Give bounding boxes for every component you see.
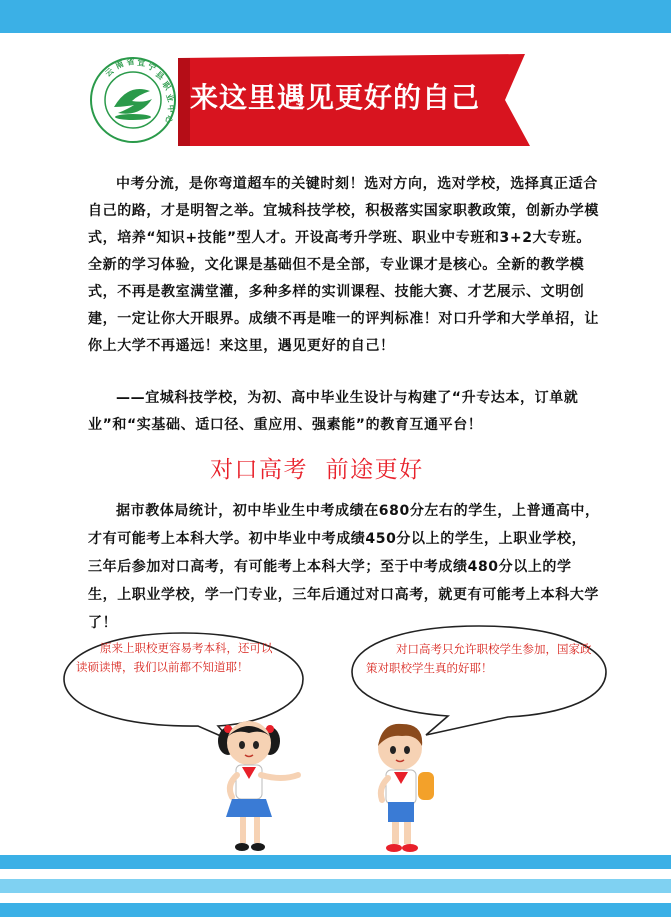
svg-text:云: 云: [103, 66, 116, 79]
section-paragraph: 据市教体局统计，初中毕业生中考成绩在680分左右的学生，上普通高中，才有可能考上本科大学。初中毕业中考成绩450分以上的学生，上职业学校，三年后参加对口高考，有可能考上本科大学；至于中考成绩480分以上的学生，上职业学校，学一门专业，三年后通过对口高考，就更有可能考上本科大学了！: [88, 503, 600, 631]
intro-slogan: ——宜城科技学校，为初、高中毕业生设计与构建了“升专达本，订单就业”和“实基础、适口径、重应用、强素能”的教育互通平台！: [88, 390, 579, 433]
boy-character-illustration: [370, 718, 440, 856]
page-title: 来这里遇见更好的自己: [190, 81, 481, 114]
svg-text:宁: 宁: [146, 61, 158, 74]
svg-text:南: 南: [114, 59, 126, 71]
boy-speech-text: 对口高考只允许职校学生参加，国家政策对职校学生真的好耶！: [366, 642, 592, 675]
intro-paragraph: 中考分流，是你弯道超车的关键时刻！选对方向，选对学校，选择真正适合自己的路，才是明智之举。宜城科技学校，积极落实国家职教政策，创新办学模式，培养“知识+技能”型人才。开设高考升学班、职业中专班和3+2大专班。全新的学习体验，文化课是基础但不是全部，专业课才是核心。全新的教学模式，不再是教室满堂灌，多种多样的实训课程、技能大赛、才艺展示、文明创建，一定让你大开眼界。成绩不再是唯一的评判标准！对口升学和大学单招，让你上大学不再遥远！来这里，遇见更好的自己！: [88, 176, 599, 354]
school-logo: [88, 55, 178, 145]
svg-text:省: 省: [126, 56, 136, 67]
svg-text:宜: 宜: [136, 58, 146, 69]
bottom-border: [0, 855, 671, 917]
girl-character-illustration: [212, 715, 304, 860]
svg-text:心: 心: [163, 114, 174, 125]
svg-text:职: 职: [160, 79, 173, 92]
svg-text:业: 业: [164, 92, 176, 104]
girl-speech-text: 原来上职校更容易考本科，还可以读硕读博，我们以前都不知道耶！: [76, 641, 273, 674]
svg-text:中: 中: [166, 104, 176, 114]
section-heading: 对口高考 前途更好: [210, 457, 424, 483]
svg-text:县: 县: [153, 69, 166, 82]
top-border: [0, 0, 671, 33]
